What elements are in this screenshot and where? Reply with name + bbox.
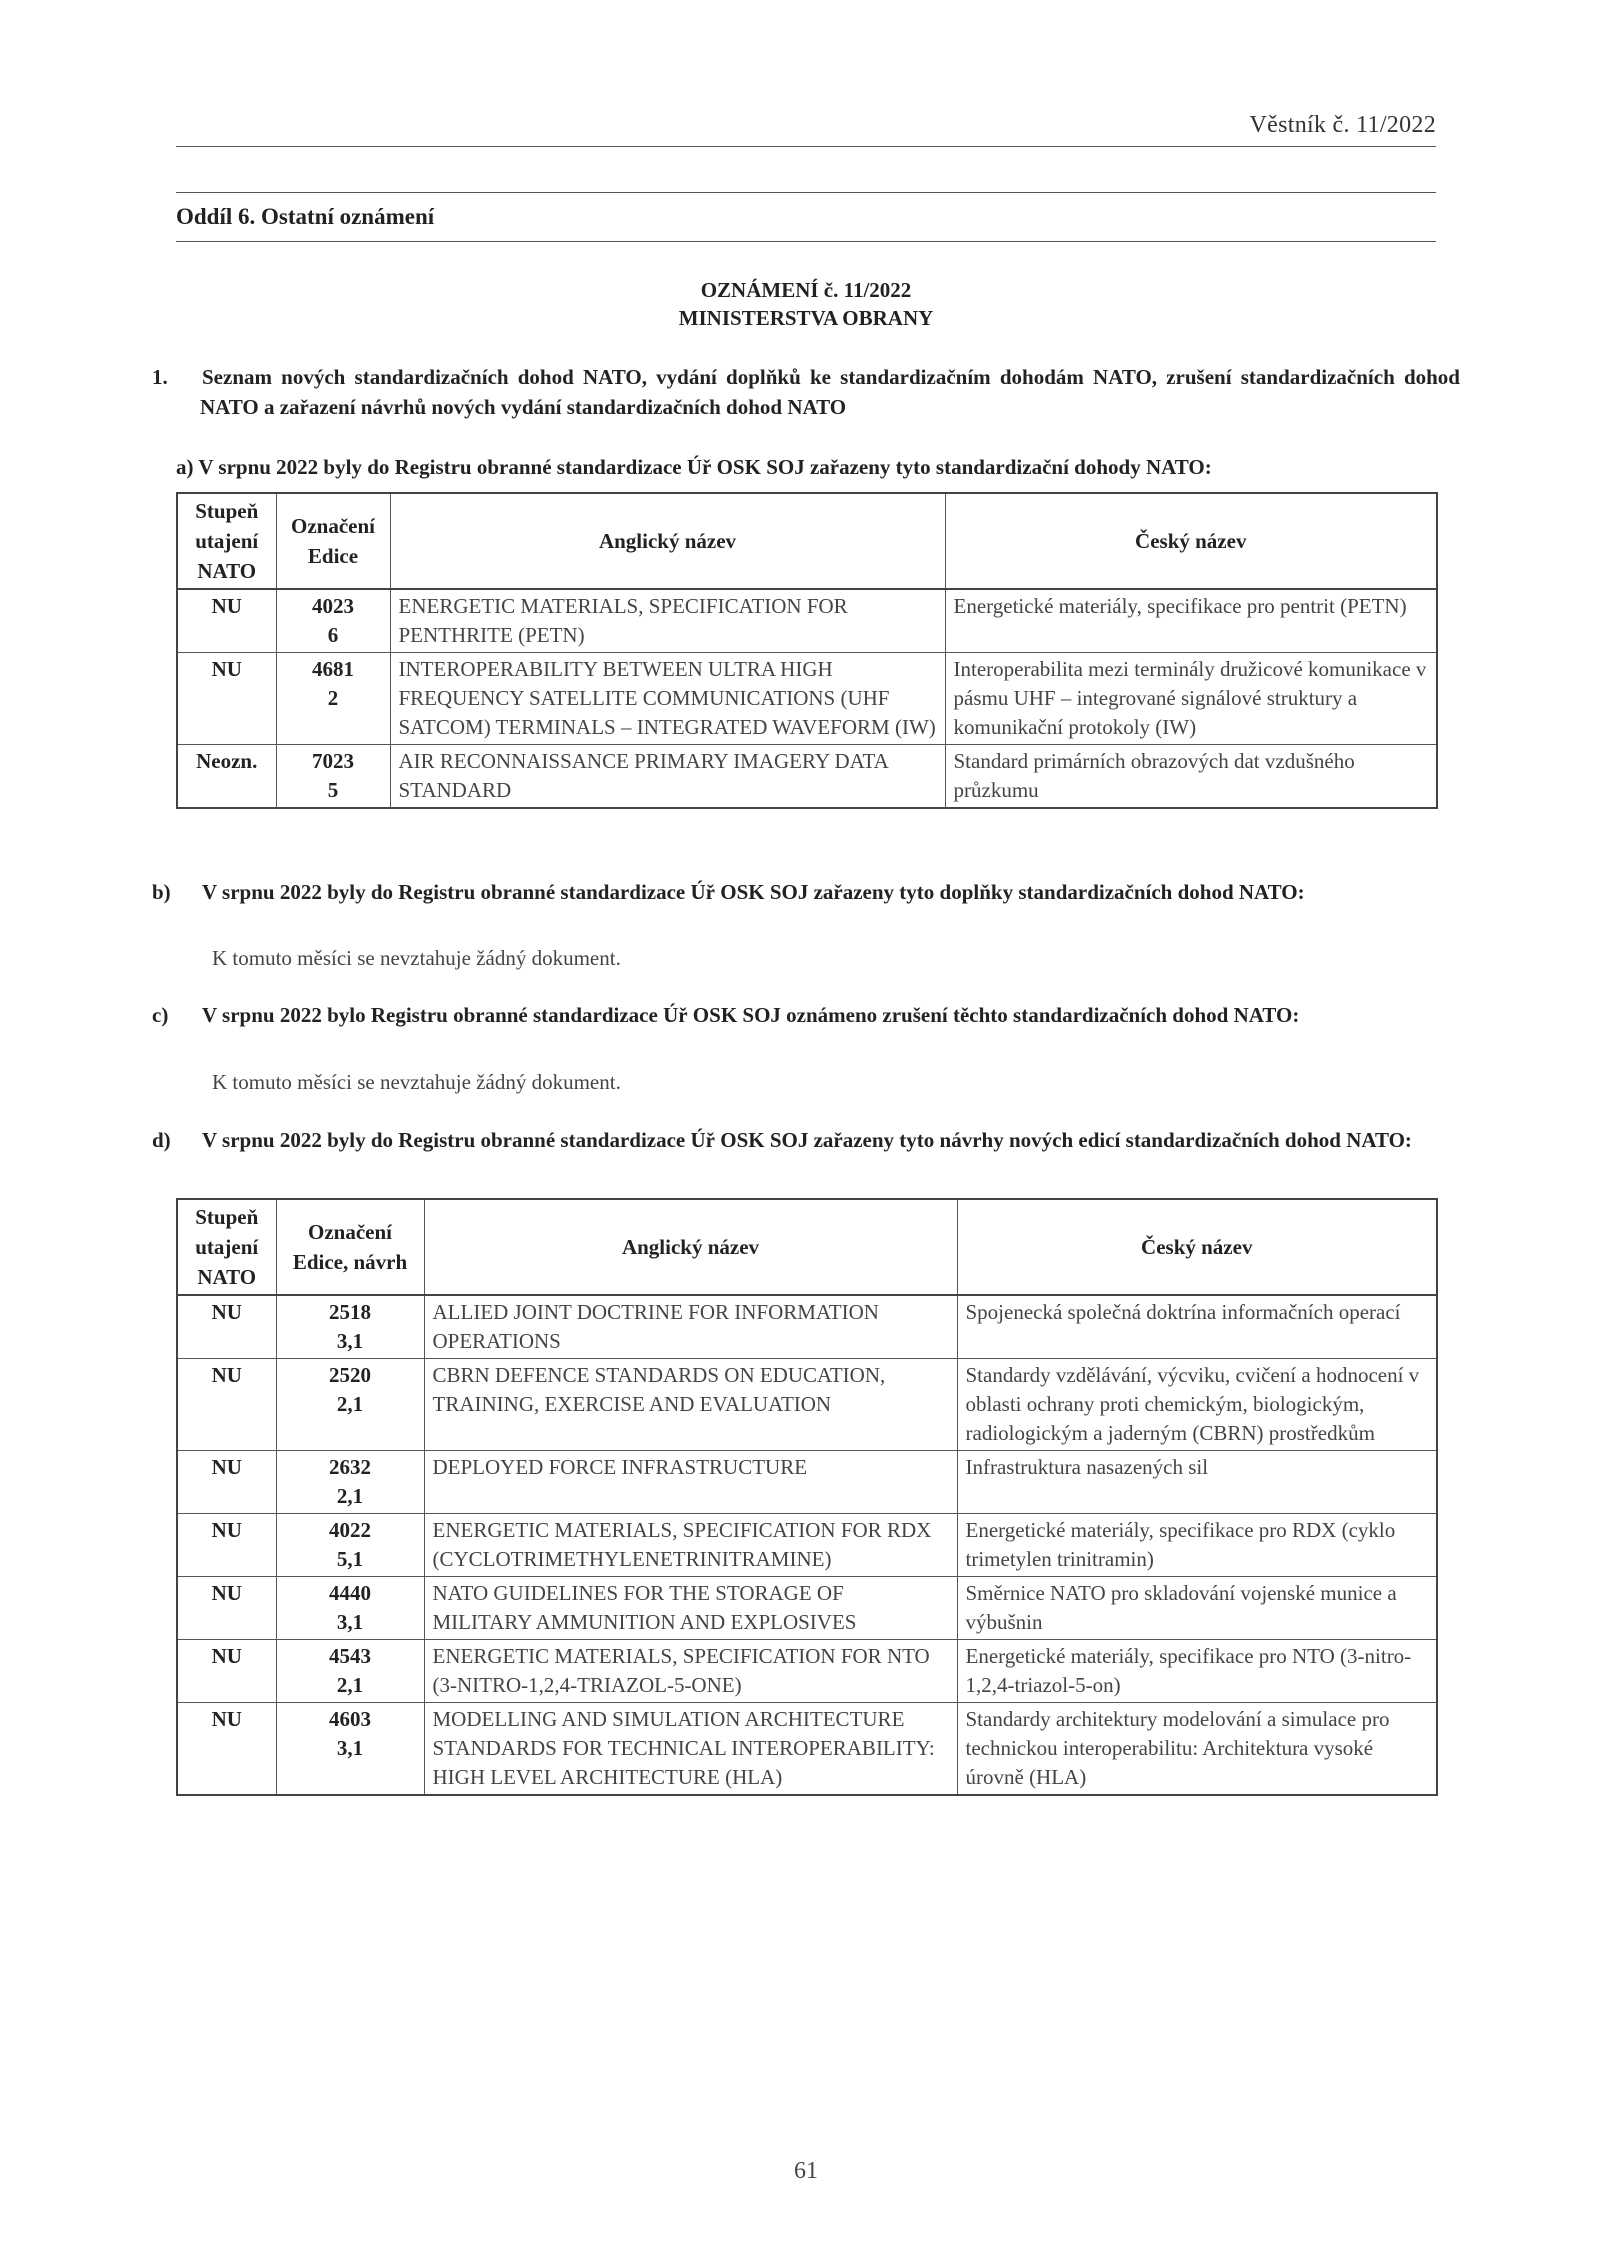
part-b-note: K tomuto měsíci se nevztahuje žádný dokument. bbox=[212, 946, 621, 970]
code-cell bbox=[276, 1703, 424, 1796]
edition-number: 6 bbox=[327, 623, 339, 647]
page-number: 61 bbox=[794, 2158, 818, 2184]
col-header-czech: Český název bbox=[957, 1199, 1437, 1295]
code-cell bbox=[276, 653, 390, 745]
table-d bbox=[176, 1198, 1438, 1796]
table-a bbox=[176, 492, 1438, 809]
edition-number: 2,1 bbox=[336, 1673, 364, 1697]
edition-number: 3,1 bbox=[336, 1736, 364, 1760]
part-b-text: V srpnu 2022 byly do Registru obranné standardizace Úř OSK SOJ zařazeny tyto doplňky standardizačních dohod NATO: bbox=[202, 880, 1305, 904]
part-d-heading bbox=[152, 1125, 1460, 1155]
code-number: 2520 bbox=[329, 1363, 371, 1387]
czech-title-cell: Interoperabilita mezi terminály družicové komunikace v pásmu UHF – integrované signálové struktury a komunikační protokoly (IW) bbox=[945, 653, 1437, 745]
edition-number: 2,1 bbox=[336, 1392, 364, 1416]
czech-title-cell: Standardy architektury modelování a simulace pro technickou interoperabilitu: Architektura vysoké úrovně (HLA) bbox=[957, 1703, 1437, 1796]
code-number: 7023 bbox=[312, 749, 354, 773]
table-row bbox=[177, 1577, 1437, 1640]
table-row bbox=[177, 1451, 1437, 1514]
english-title-cell: NATO GUIDELINES FOR THE STORAGE OF MILITARY AMMUNITION AND EXPLOSIVES bbox=[424, 1577, 957, 1640]
code-number: 2518 bbox=[329, 1300, 371, 1324]
code-number: 4023 bbox=[312, 594, 354, 618]
header-rule bbox=[176, 146, 1436, 147]
table-row bbox=[177, 1359, 1437, 1451]
part-a-heading: a) V srpnu 2022 byly do Registru obranné standardizace Úř OSK SOJ zařazeny tyto standardizační dohody NATO: bbox=[176, 455, 1212, 479]
code-cell bbox=[276, 1359, 424, 1451]
table-row bbox=[177, 745, 1437, 809]
table-a-body bbox=[177, 589, 1437, 808]
table-a-header-row bbox=[177, 493, 1437, 589]
code-number: 4022 bbox=[329, 1518, 371, 1542]
col-header-code: Označení Edice, návrh bbox=[276, 1199, 424, 1295]
code-cell bbox=[276, 1451, 424, 1514]
english-title-cell: ENERGETIC MATERIALS, SPECIFICATION FOR RDX (CYCLOTRIMETHYLENETRINITRAMINE) bbox=[424, 1514, 957, 1577]
czech-title-cell: Energetické materiály, specifikace pro pentrit (PETN) bbox=[945, 589, 1437, 653]
table-row bbox=[177, 1514, 1437, 1577]
table-row bbox=[177, 1640, 1437, 1703]
col-header-english: Anglický název bbox=[390, 493, 945, 589]
czech-title-cell: Infrastruktura nasazených sil bbox=[957, 1451, 1437, 1514]
level-cell: NU bbox=[177, 1703, 276, 1796]
code-cell bbox=[276, 745, 390, 809]
english-title-cell: ALLIED JOINT DOCTRINE FOR INFORMATION OPERATIONS bbox=[424, 1295, 957, 1359]
edition-number: 2,1 bbox=[336, 1484, 364, 1508]
announcement-title bbox=[176, 276, 1436, 332]
journal-header: Věstník č. 11/2022 bbox=[1249, 112, 1436, 138]
level-cell: NU bbox=[177, 1359, 276, 1451]
table-d-header-row bbox=[177, 1199, 1437, 1295]
edition-number: 5 bbox=[327, 778, 339, 802]
czech-title-cell: Energetické materiály, specifikace pro RDX (cyklo trimetylen trinitramin) bbox=[957, 1514, 1437, 1577]
czech-title-cell: Standardy vzdělávání, výcviku, cvičení a hodnocení v oblasti ochrany proti chemickým, biologickým, radiologickým a jaderným (CBRN) prostředkům bbox=[957, 1359, 1437, 1451]
code-cell bbox=[276, 1577, 424, 1640]
part-b-heading bbox=[152, 877, 1460, 907]
english-title-cell: CBRN DEFENCE STANDARDS ON EDUCATION, TRAINING, EXERCISE AND EVALUATION bbox=[424, 1359, 957, 1451]
part-c-text: V srpnu 2022 bylo Registru obranné standardizace Úř OSK SOJ oznámeno zrušení těchto standardizačních dohod NATO: bbox=[202, 1003, 1300, 1027]
level-cell: NU bbox=[177, 1577, 276, 1640]
edition-number: 5,1 bbox=[336, 1547, 364, 1571]
czech-title-cell: Standard primárních obrazových dat vzdušného průzkumu bbox=[945, 745, 1437, 809]
part-b-label: b) bbox=[152, 880, 171, 904]
level-cell: NU bbox=[177, 653, 276, 745]
english-title-cell: DEPLOYED FORCE INFRASTRUCTURE bbox=[424, 1451, 957, 1514]
item-1-text: Seznam nových standardizačních dohod NATO, vydání doplňků ke standardizačním dohodám NATO, zrušení standardizačních dohod NATO a zařazení návrhů nových vydání standardizačních dohod NATO bbox=[200, 365, 1460, 419]
code-cell bbox=[276, 1514, 424, 1577]
part-c-note: K tomuto měsíci se nevztahuje žádný dokument. bbox=[212, 1070, 621, 1094]
level-cell: NU bbox=[177, 1514, 276, 1577]
edition-number: 2 bbox=[327, 686, 339, 710]
code-number: 4681 bbox=[312, 657, 354, 681]
table-row bbox=[177, 1295, 1437, 1359]
czech-title-cell: Energetické materiály, specifikace pro NTO (3-nitro-1,2,4-triazol-5-on) bbox=[957, 1640, 1437, 1703]
col-header-czech: Český název bbox=[945, 493, 1437, 589]
level-cell: NU bbox=[177, 589, 276, 653]
level-cell: NU bbox=[177, 1295, 276, 1359]
code-number: 4603 bbox=[329, 1707, 371, 1731]
edition-number: 3,1 bbox=[336, 1329, 364, 1353]
czech-title-cell: Směrnice NATO pro skladování vojenské munice a výbušnin bbox=[957, 1577, 1437, 1640]
col-header-code: Označení Edice bbox=[276, 493, 390, 589]
english-title-cell: ENERGETIC MATERIALS, SPECIFICATION FOR NTO (3-NITRO-1,2,4-TRIAZOL-5-ONE) bbox=[424, 1640, 957, 1703]
code-number: 2632 bbox=[329, 1455, 371, 1479]
level-cell: NU bbox=[177, 1640, 276, 1703]
english-title-cell: MODELLING AND SIMULATION ARCHITECTURE STANDARDS FOR TECHNICAL INTEROPERABILITY: HIGH LEVEL ARCHITECTURE (HLA) bbox=[424, 1703, 957, 1796]
announcement-line2: MINISTERSTVA OBRANY bbox=[678, 306, 934, 330]
code-cell bbox=[276, 589, 390, 653]
announcement-line1: OZNÁMENÍ č. 11/2022 bbox=[700, 278, 912, 302]
col-header-level: Stupeň utajení NATO bbox=[177, 1199, 276, 1295]
table-d-body bbox=[177, 1295, 1437, 1795]
code-number: 4543 bbox=[329, 1644, 371, 1668]
col-header-english: Anglický název bbox=[424, 1199, 957, 1295]
part-d-text: V srpnu 2022 byly do Registru obranné standardizace Úř OSK SOJ zařazeny tyto návrhy nových edicí standardizačních dohod NATO: bbox=[202, 1128, 1412, 1152]
english-title-cell: ENERGETIC MATERIALS, SPECIFICATION FOR PENTHRITE (PETN) bbox=[390, 589, 945, 653]
section-rule-bottom bbox=[176, 241, 1436, 242]
table-row bbox=[177, 1703, 1437, 1796]
english-title-cell: INTEROPERABILITY BETWEEN ULTRA HIGH FREQUENCY SATELLITE COMMUNICATIONS (UHF SATCOM) TERMINALS – INTEGRATED WAVEFORM (IW) bbox=[390, 653, 945, 745]
english-title-cell: AIR RECONNAISSANCE PRIMARY IMAGERY DATA STANDARD bbox=[390, 745, 945, 809]
part-c-heading bbox=[152, 1000, 1460, 1030]
section-rule-top bbox=[176, 192, 1436, 193]
part-d-label: d) bbox=[152, 1128, 171, 1152]
section-title: Oddíl 6. Ostatní oznámení bbox=[176, 204, 435, 229]
edition-number: 3,1 bbox=[336, 1610, 364, 1634]
table-row bbox=[177, 589, 1437, 653]
level-cell: Neozn. bbox=[177, 745, 276, 809]
code-cell bbox=[276, 1295, 424, 1359]
code-number: 4440 bbox=[329, 1581, 371, 1605]
czech-title-cell: Spojenecká společná doktrína informačních operací bbox=[957, 1295, 1437, 1359]
part-c-label: c) bbox=[152, 1003, 169, 1027]
item-1-label: 1. bbox=[152, 365, 168, 389]
code-cell bbox=[276, 1640, 424, 1703]
col-header-level: Stupeň utajení NATO bbox=[177, 493, 276, 589]
level-cell: NU bbox=[177, 1451, 276, 1514]
item-1 bbox=[152, 362, 1460, 422]
table-row bbox=[177, 653, 1437, 745]
